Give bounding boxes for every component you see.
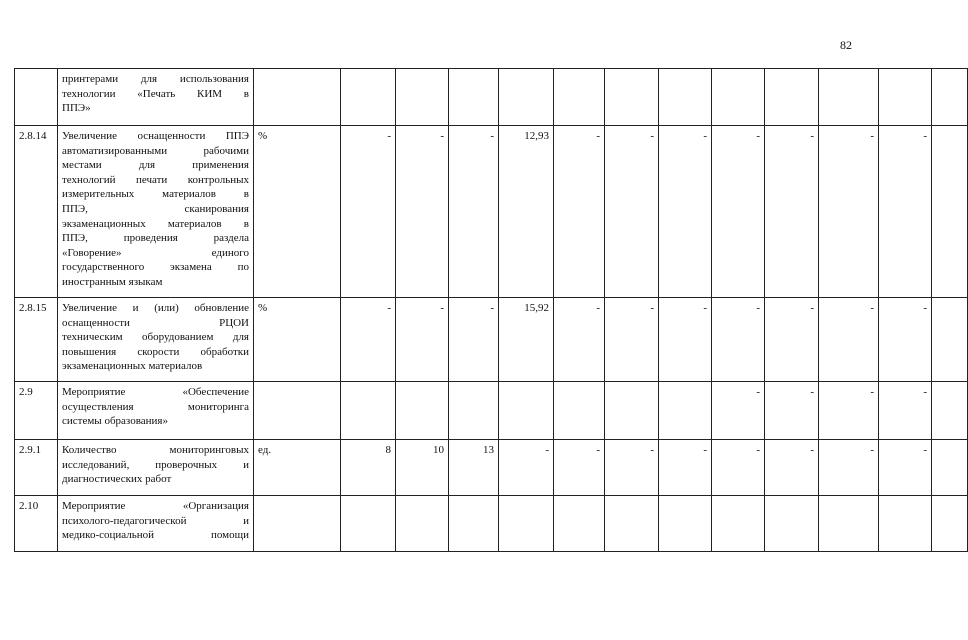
indicator-name-line: технологии «Печать КИМ в <box>62 87 249 100</box>
value-cell: 8 <box>341 440 396 496</box>
value-cell: - <box>341 298 396 382</box>
value-cell: 10 <box>396 440 449 496</box>
indicator-name-line: экзаменационных материалов <box>62 360 203 373</box>
value-cell <box>765 69 819 126</box>
value-cell: - <box>819 298 879 382</box>
value-cell <box>712 69 765 126</box>
value-cell: - <box>341 126 396 298</box>
indicator-name-line: ППЭ» <box>62 102 91 115</box>
table-row <box>15 126 968 298</box>
table-row <box>15 496 968 552</box>
indicator-name <box>58 496 254 552</box>
value-cell: - <box>765 126 819 298</box>
unit-cell: % <box>254 298 341 382</box>
value-cell: - <box>554 298 605 382</box>
value-cell <box>932 298 968 382</box>
indicator-name-line: оснащенности РЦОИ <box>62 316 249 329</box>
value-cell <box>659 496 712 552</box>
indicator-name-line: Увеличение оснащенности ППЭ <box>62 130 249 142</box>
indicator-name-line: автоматизированными рабочими <box>62 144 249 157</box>
value-cell <box>449 496 499 552</box>
row-number: 2.9.1 <box>15 440 58 496</box>
value-cell <box>932 126 968 298</box>
value-cell <box>605 382 659 440</box>
value-cell <box>765 496 819 552</box>
value-cell: 12,93 <box>499 126 554 298</box>
indicator-name-line: медико-социальной помощи <box>62 529 249 542</box>
table-row <box>15 382 968 440</box>
value-cell <box>605 496 659 552</box>
value-cell: - <box>819 440 879 496</box>
row-number: 2.9 <box>15 382 58 440</box>
value-cell <box>341 69 396 126</box>
indicator-name-line: исследований, проверочных и <box>62 458 249 471</box>
value-cell <box>932 496 968 552</box>
value-cell: - <box>879 298 932 382</box>
value-cell: - <box>819 126 879 298</box>
unit-cell: % <box>254 126 341 298</box>
row-number: 2.8.15 <box>15 298 58 382</box>
indicator-name <box>58 69 254 126</box>
table-row <box>15 298 968 382</box>
value-cell: - <box>396 298 449 382</box>
value-cell: - <box>712 440 765 496</box>
value-cell <box>341 496 396 552</box>
value-cell <box>554 496 605 552</box>
value-cell: - <box>765 298 819 382</box>
indicator-name-line: техническим оборудованием для <box>62 331 249 344</box>
row-number <box>15 69 58 126</box>
indicator-name-line: ППЭ, проведения раздела <box>62 232 249 245</box>
indicator-name-line: диагностических работ <box>62 473 172 486</box>
indicator-name-line: государственного экзамена по <box>62 261 249 274</box>
indicator-name-line: экзаменационных материалов в <box>62 217 249 230</box>
value-cell <box>932 69 968 126</box>
value-cell <box>396 496 449 552</box>
indicator-name-line: местами для применения <box>62 159 249 172</box>
indicator-name-line: «Говорение» единого <box>62 246 249 259</box>
row-number: 2.10 <box>15 496 58 552</box>
page-number: 82 <box>840 38 852 52</box>
unit-cell <box>254 69 341 126</box>
value-cell <box>554 382 605 440</box>
indicator-name-line: ППЭ, сканирования <box>62 202 249 215</box>
indicator-name <box>58 126 254 298</box>
row-number: 2.8.14 <box>15 126 58 298</box>
indicator-name-line: Мероприятие «Обеспечение <box>62 386 249 398</box>
table-row <box>15 440 968 496</box>
value-cell: - <box>712 298 765 382</box>
value-cell: - <box>605 440 659 496</box>
value-cell <box>712 496 765 552</box>
indicator-name-line: Количество мониторинговых <box>62 444 249 456</box>
value-cell: - <box>879 440 932 496</box>
value-cell: - <box>449 126 499 298</box>
value-cell: - <box>554 126 605 298</box>
indicator-name-line: повышения скорости обработки <box>62 345 249 358</box>
indicator-name-line: измерительных материалов в <box>62 188 249 201</box>
value-cell: - <box>605 298 659 382</box>
value-cell: - <box>659 298 712 382</box>
value-cell: 13 <box>449 440 499 496</box>
unit-cell: ед. <box>254 440 341 496</box>
value-cell: 15,92 <box>499 298 554 382</box>
indicators-table <box>14 68 968 552</box>
value-cell: - <box>499 440 554 496</box>
table-row <box>15 69 968 126</box>
value-cell <box>605 69 659 126</box>
value-cell <box>879 69 932 126</box>
value-cell <box>819 69 879 126</box>
value-cell <box>554 69 605 126</box>
indicator-name-line: иностранным языкам <box>62 275 163 288</box>
indicator-name <box>58 298 254 382</box>
value-cell: - <box>765 440 819 496</box>
indicator-name-line: Увеличение и (или) обновление <box>62 302 249 314</box>
unit-cell <box>254 382 341 440</box>
indicator-name-line: системы образования» <box>62 415 168 428</box>
value-cell <box>932 382 968 440</box>
unit-cell <box>254 496 341 552</box>
value-cell: - <box>765 382 819 440</box>
value-cell: - <box>712 126 765 298</box>
value-cell: - <box>605 126 659 298</box>
value-cell <box>659 69 712 126</box>
value-cell: - <box>819 382 879 440</box>
value-cell <box>659 382 712 440</box>
value-cell: - <box>449 298 499 382</box>
value-cell: - <box>712 382 765 440</box>
indicator-name-line: технологий печати контрольных <box>62 173 249 186</box>
indicator-name-line: осуществления мониторинга <box>62 400 249 413</box>
value-cell <box>499 69 554 126</box>
value-cell <box>499 496 554 552</box>
value-cell <box>449 69 499 126</box>
value-cell: - <box>659 126 712 298</box>
indicator-name-line: принтерами для использования <box>62 73 249 85</box>
value-cell <box>449 382 499 440</box>
value-cell <box>341 382 396 440</box>
indicator-name-line: психолого-педагогической и <box>62 514 249 527</box>
value-cell <box>396 69 449 126</box>
value-cell: - <box>879 126 932 298</box>
indicator-name-line: Мероприятие «Организация <box>62 500 249 512</box>
value-cell <box>819 496 879 552</box>
indicator-name <box>58 440 254 496</box>
value-cell <box>879 496 932 552</box>
value-cell: - <box>396 126 449 298</box>
indicator-name <box>58 382 254 440</box>
value-cell <box>499 382 554 440</box>
value-cell: - <box>659 440 712 496</box>
value-cell <box>396 382 449 440</box>
value-cell <box>932 440 968 496</box>
value-cell: - <box>554 440 605 496</box>
value-cell: - <box>879 382 932 440</box>
